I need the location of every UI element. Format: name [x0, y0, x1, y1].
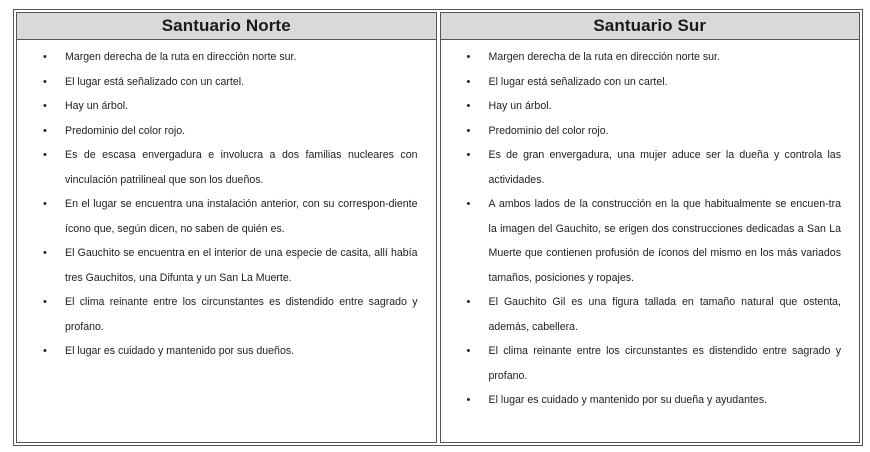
list-item-text: El lugar es cuidado y mantenido por sus dueños.: [65, 345, 295, 357]
list-item-text: Hay un árbol.: [65, 100, 129, 112]
column-body: [17, 40, 436, 442]
column-header: Santuario Sur: [441, 13, 860, 40]
list-item: [43, 45, 418, 70]
bullet-icon: •: [466, 51, 471, 63]
bullet-icon: •: [466, 345, 471, 357]
bullet-list: [467, 45, 842, 413]
list-item: [467, 143, 842, 192]
list-item-text: Es de escasa envergadura e involucra a dos familias nucleares con vinculación patrilineal que son los dueños.: [65, 149, 418, 186]
bullet-icon: •: [466, 75, 471, 88]
list-item-text: A ambos lados de la construcción en la que habitualmente se encuen-tra la imagen del Gauchito, se erigen dos construcciones dedicadas a San La Muerte que contienen profusión de íconos del mismo en los más variados tamaños, posiciones y ropajes.: [488, 198, 841, 284]
list-item-text: Margen derecha de la ruta en dirección norte sur.: [488, 51, 720, 63]
bullet-icon: •: [43, 149, 47, 161]
list-item: [467, 339, 842, 388]
list-item: [43, 143, 418, 192]
bullet-icon: •: [43, 124, 47, 137]
bullet-icon: •: [43, 51, 47, 63]
list-item: [43, 339, 418, 364]
list-item-text: El lugar está señalizado con un cartel.: [65, 75, 245, 88]
bullet-icon: •: [466, 296, 471, 308]
list-item-text: El Gauchito Gil es una figura tallada en tamaño natural que ostenta, además, cabellera.: [488, 296, 841, 333]
list-item-text: Es de gran envergadura, una mujer aduce ser la dueña y controla las actividades.: [488, 149, 841, 186]
bullet-icon: •: [43, 75, 47, 88]
list-item: [43, 70, 418, 95]
list-item: [43, 290, 418, 339]
list-item-text: El clima reinante entre los circunstantes es distendido entre sagrado y profano.: [488, 345, 841, 382]
list-item-text: Hay un árbol.: [488, 100, 552, 112]
list-item: [467, 45, 842, 70]
bullet-icon: •: [466, 198, 471, 210]
bullet-icon: •: [43, 247, 47, 259]
bullet-list: [43, 45, 418, 364]
column-header: Santuario Norte: [17, 13, 436, 40]
list-item-text: El lugar es cuidado y mantenido por su dueña y ayudantes.: [488, 394, 768, 406]
list-item-text: Predominio del color rojo.: [488, 124, 609, 137]
bullet-icon: •: [43, 198, 47, 210]
bullet-icon: •: [43, 345, 47, 357]
list-item: [467, 70, 842, 95]
column-body: [441, 40, 860, 442]
bullet-icon: •: [466, 149, 471, 161]
list-item-text: En el lugar se encuentra una instalación anterior, con su correspon-diente ícono que, según dicen, no saben de quién es.: [65, 198, 418, 235]
list-item: [43, 241, 418, 290]
list-item: [43, 94, 418, 119]
list-item: [467, 119, 842, 144]
list-item: [43, 192, 418, 241]
list-item: [467, 192, 842, 290]
column-santuario-sur: [440, 12, 861, 443]
list-item: [467, 94, 842, 119]
list-item: [467, 290, 842, 339]
list-item-text: Margen derecha de la ruta en dirección norte sur.: [65, 51, 297, 63]
bullet-icon: •: [43, 100, 47, 112]
bullet-icon: •: [466, 124, 471, 137]
bullet-icon: •: [466, 100, 471, 112]
column-santuario-norte: [16, 12, 437, 443]
list-item-text: El Gauchito se encuentra en el interior de una especie de casita, allí había tres Gauchitos, una Difunta y un San La Muerte.: [65, 247, 418, 284]
list-item-text: El clima reinante entre los circunstantes es distendido entre sagrado y profano.: [65, 296, 418, 333]
list-item-text: El lugar está señalizado con un cartel.: [488, 75, 668, 88]
list-item-text: Predominio del color rojo.: [65, 124, 186, 137]
bullet-icon: •: [466, 394, 471, 406]
list-item: [43, 119, 418, 144]
comparison-table: [13, 9, 863, 446]
bullet-icon: •: [43, 296, 47, 308]
list-item: [467, 388, 842, 413]
